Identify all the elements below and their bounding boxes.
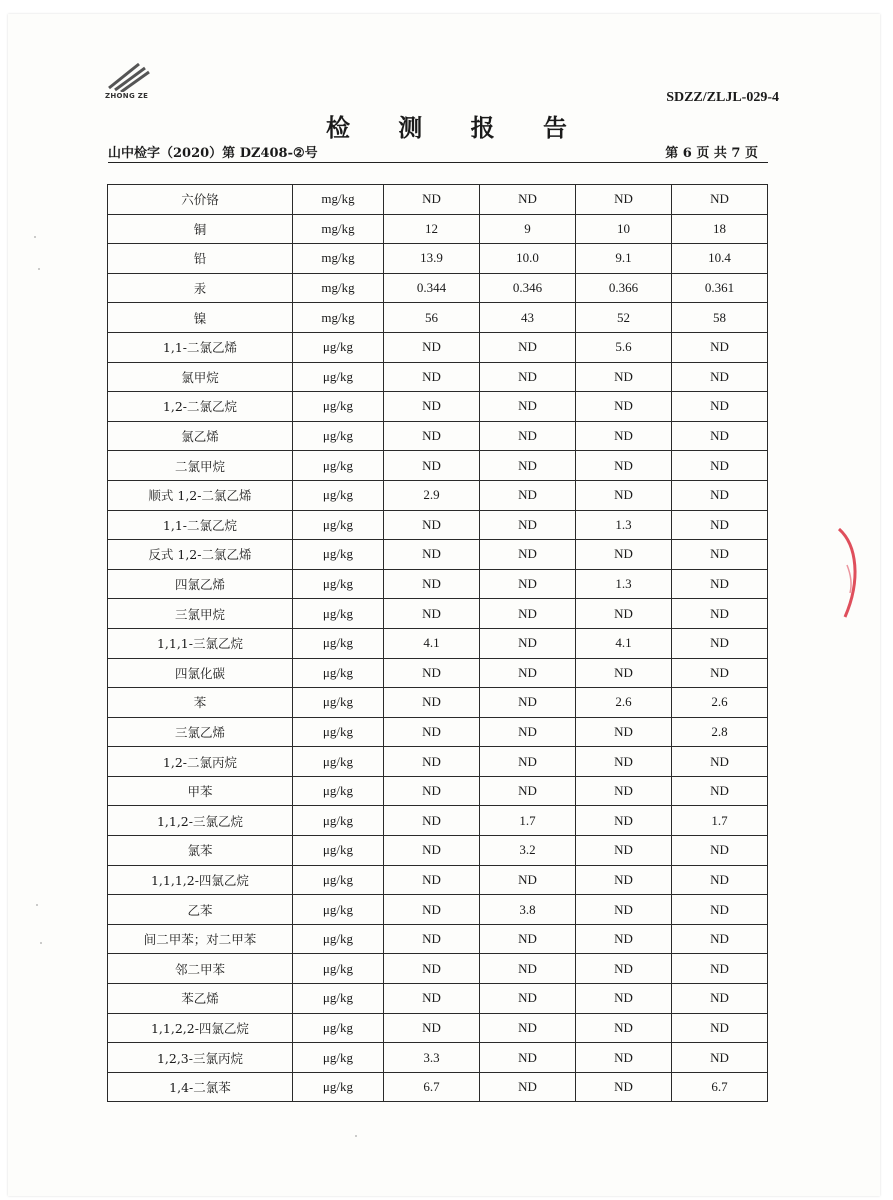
sample-1-value-cell: ND [384, 717, 480, 747]
sample-2-value-cell: 3.8 [480, 895, 576, 925]
red-seal-stamp-icon [835, 525, 865, 620]
analyte-name-cell: 1,2,3-三氯丙烷 [108, 1043, 293, 1073]
table-row [108, 569, 768, 599]
analyte-name-cell: 间二甲苯；对二甲苯 [108, 924, 293, 954]
sample-4-value-cell: 0.361 [671, 273, 767, 303]
sample-1-value-cell: 4.1 [384, 628, 480, 658]
analyte-name-cell: 四氯化碳 [108, 658, 293, 688]
paper-speck [38, 268, 40, 270]
sample-2-value-cell: ND [480, 510, 576, 540]
sample-4-value-cell: ND [671, 451, 767, 481]
sample-4-value-cell: ND [671, 421, 767, 451]
sample-1-value-cell: ND [384, 1013, 480, 1043]
sample-4-value-cell: ND [671, 954, 767, 984]
sample-3-value-cell: ND [576, 776, 672, 806]
results-table [107, 184, 768, 1102]
sample-1-value-cell: ND [384, 569, 480, 599]
unit-cell: μg/kg [292, 806, 383, 836]
table-row [108, 658, 768, 688]
sample-4-value-cell: 6.7 [671, 1072, 767, 1102]
sample-2-value-cell: ND [480, 1013, 576, 1043]
analyte-name-cell: 苯乙烯 [108, 984, 293, 1014]
analyte-name-cell: 1,2-二氯乙烷 [108, 392, 293, 422]
sample-3-value-cell: 10 [576, 214, 672, 244]
sample-3-value-cell: ND [576, 1072, 672, 1102]
sample-2-value-cell: ND [480, 1043, 576, 1073]
table-row [108, 392, 768, 422]
sample-2-value-cell: ND [480, 984, 576, 1014]
sample-4-value-cell: 2.8 [671, 717, 767, 747]
document-code: SDZZ/ZLJL-029-4 [666, 90, 779, 105]
unit-cell: μg/kg [292, 924, 383, 954]
sample-2-value-cell: ND [480, 362, 576, 392]
sample-1-value-cell: ND [384, 776, 480, 806]
analyte-name-cell: 六价铬 [108, 185, 293, 215]
page-indicator: 第 6 页 共 7 页 [665, 146, 758, 161]
analyte-name-cell: 甲苯 [108, 776, 293, 806]
sample-2-value-cell: ND [480, 776, 576, 806]
analyte-name-cell: 三氯乙烯 [108, 717, 293, 747]
sample-2-value-cell: ND [480, 540, 576, 570]
sample-1-value-cell: ND [384, 836, 480, 866]
analyte-name-cell: 氯乙烯 [108, 421, 293, 451]
sample-2-value-cell: 10.0 [480, 244, 576, 274]
table-row [108, 362, 768, 392]
sample-3-value-cell: ND [576, 747, 672, 777]
table-row [108, 895, 768, 925]
sample-3-value-cell: ND [576, 480, 672, 510]
sample-3-value-cell: ND [576, 954, 672, 984]
paper-speck [36, 904, 38, 906]
analyte-name-cell: 1,2-二氯丙烷 [108, 747, 293, 777]
sample-3-value-cell: 1.3 [576, 569, 672, 599]
sample-1-value-cell: ND [384, 895, 480, 925]
company-logo [105, 58, 155, 106]
analyte-name-cell: 反式 1,2-二氯乙烯 [108, 540, 293, 570]
sample-1-value-cell: ND [384, 451, 480, 481]
sample-1-value-cell: 0.344 [384, 273, 480, 303]
sample-1-value-cell: ND [384, 421, 480, 451]
analyte-name-cell: 邻二甲苯 [108, 954, 293, 984]
table-row [108, 836, 768, 866]
unit-cell: μg/kg [292, 362, 383, 392]
sample-1-value-cell: 12 [384, 214, 480, 244]
analyte-name-cell: 顺式 1,2-二氯乙烯 [108, 480, 293, 510]
unit-cell: mg/kg [292, 303, 383, 333]
sample-4-value-cell: ND [671, 332, 767, 362]
unit-cell: μg/kg [292, 421, 383, 451]
table-row [108, 865, 768, 895]
table-row [108, 540, 768, 570]
report-header-row [108, 142, 768, 163]
sample-3-value-cell: ND [576, 658, 672, 688]
sample-1-value-cell: ND [384, 599, 480, 629]
sample-1-value-cell: ND [384, 954, 480, 984]
sample-3-value-cell: ND [576, 1043, 672, 1073]
unit-cell: μg/kg [292, 1013, 383, 1043]
sample-3-value-cell: ND [576, 806, 672, 836]
sample-3-value-cell: ND [576, 717, 672, 747]
sample-3-value-cell: 0.366 [576, 273, 672, 303]
sample-2-value-cell: ND [480, 451, 576, 481]
sample-4-value-cell: 58 [671, 303, 767, 333]
sample-1-value-cell: 2.9 [384, 480, 480, 510]
sample-2-value-cell: ND [480, 421, 576, 451]
analyte-name-cell: 1,1,1,2-四氯乙烷 [108, 865, 293, 895]
sample-2-value-cell: 1.7 [480, 806, 576, 836]
table-row [108, 924, 768, 954]
sample-3-value-cell: ND [576, 836, 672, 866]
sample-3-value-cell: ND [576, 421, 672, 451]
sample-1-value-cell: ND [384, 332, 480, 362]
sample-2-value-cell: 3.2 [480, 836, 576, 866]
sample-3-value-cell: 2.6 [576, 688, 672, 718]
sample-3-value-cell: ND [576, 362, 672, 392]
report-title: 检 测 报 告 [325, 113, 588, 142]
sample-1-value-cell: 13.9 [384, 244, 480, 274]
table-row [108, 510, 768, 540]
sample-3-value-cell: 4.1 [576, 628, 672, 658]
sample-4-value-cell: ND [671, 392, 767, 422]
sample-4-value-cell: ND [671, 480, 767, 510]
analyte-name-cell: 二氯甲烷 [108, 451, 293, 481]
table-row [108, 806, 768, 836]
sample-1-value-cell: 56 [384, 303, 480, 333]
sample-3-value-cell: ND [576, 540, 672, 570]
sample-4-value-cell: 10.4 [671, 244, 767, 274]
unit-cell: μg/kg [292, 658, 383, 688]
sample-2-value-cell: ND [480, 658, 576, 688]
sample-2-value-cell: ND [480, 332, 576, 362]
sample-3-value-cell: ND [576, 895, 672, 925]
sample-4-value-cell: ND [671, 569, 767, 599]
unit-cell: mg/kg [292, 214, 383, 244]
sample-2-value-cell: 9 [480, 214, 576, 244]
sample-4-value-cell: ND [671, 510, 767, 540]
analyte-name-cell: 汞 [108, 273, 293, 303]
sample-4-value-cell: ND [671, 1043, 767, 1073]
sample-2-value-cell: ND [480, 185, 576, 215]
unit-cell: μg/kg [292, 628, 383, 658]
sample-4-value-cell: ND [671, 1013, 767, 1043]
sample-2-value-cell: ND [480, 628, 576, 658]
table-row [108, 451, 768, 481]
analyte-name-cell: 三氯甲烷 [108, 599, 293, 629]
sample-2-value-cell: ND [480, 717, 576, 747]
table-row [108, 954, 768, 984]
sample-1-value-cell: ND [384, 865, 480, 895]
sample-3-value-cell: 9.1 [576, 244, 672, 274]
analyte-name-cell: 1,1-二氯乙烯 [108, 332, 293, 362]
sample-2-value-cell: 0.346 [480, 273, 576, 303]
unit-cell: μg/kg [292, 392, 383, 422]
sample-3-value-cell: 5.6 [576, 332, 672, 362]
table-row [108, 480, 768, 510]
analyte-name-cell: 1,1,2-三氯乙烷 [108, 806, 293, 836]
sample-1-value-cell: ND [384, 185, 480, 215]
analyte-name-cell: 氯甲烷 [108, 362, 293, 392]
sample-2-value-cell: ND [480, 954, 576, 984]
sample-1-value-cell: ND [384, 510, 480, 540]
analyte-name-cell: 1,1-二氯乙烷 [108, 510, 293, 540]
table-row [108, 747, 768, 777]
table-row [108, 273, 768, 303]
table-row [108, 421, 768, 451]
report-number: 山中检字（2020）第 DZ408-②号 [108, 146, 318, 161]
paper-speck [34, 236, 36, 238]
unit-cell: μg/kg [292, 599, 383, 629]
sample-2-value-cell: ND [480, 599, 576, 629]
sample-4-value-cell: ND [671, 776, 767, 806]
analyte-name-cell: 1,1,2,2-四氯乙烷 [108, 1013, 293, 1043]
sample-3-value-cell: ND [576, 984, 672, 1014]
table-row [108, 214, 768, 244]
sample-2-value-cell: ND [480, 924, 576, 954]
sample-3-value-cell: ND [576, 392, 672, 422]
sample-1-value-cell: ND [384, 658, 480, 688]
paper-speck [355, 1135, 357, 1137]
analyte-name-cell: 铜 [108, 214, 293, 244]
sample-3-value-cell: ND [576, 1013, 672, 1043]
sample-4-value-cell: ND [671, 628, 767, 658]
sample-2-value-cell: 43 [480, 303, 576, 333]
table-row [108, 303, 768, 333]
sample-4-value-cell: ND [671, 924, 767, 954]
table-row [108, 244, 768, 274]
sample-1-value-cell: ND [384, 747, 480, 777]
sample-1-value-cell: 6.7 [384, 1072, 480, 1102]
table-row [108, 1043, 768, 1073]
sample-3-value-cell: ND [576, 599, 672, 629]
unit-cell: μg/kg [292, 1072, 383, 1102]
table-row [108, 1013, 768, 1043]
unit-cell: mg/kg [292, 273, 383, 303]
table-row [108, 984, 768, 1014]
table-row [108, 628, 768, 658]
analyte-name-cell: 1,1,1-三氯乙烷 [108, 628, 293, 658]
sample-1-value-cell: ND [384, 392, 480, 422]
logo-text: ZHONG ZE [105, 92, 149, 100]
sample-1-value-cell: 3.3 [384, 1043, 480, 1073]
unit-cell: μg/kg [292, 865, 383, 895]
sample-1-value-cell: ND [384, 540, 480, 570]
unit-cell: μg/kg [292, 1043, 383, 1073]
table-row [108, 332, 768, 362]
sample-2-value-cell: ND [480, 480, 576, 510]
unit-cell: μg/kg [292, 895, 383, 925]
sample-1-value-cell: ND [384, 984, 480, 1014]
analyte-name-cell: 镍 [108, 303, 293, 333]
sample-3-value-cell: ND [576, 865, 672, 895]
sample-4-value-cell: 2.6 [671, 688, 767, 718]
unit-cell: μg/kg [292, 954, 383, 984]
analyte-name-cell: 氯苯 [108, 836, 293, 866]
sample-4-value-cell: ND [671, 747, 767, 777]
table-row [108, 185, 768, 215]
unit-cell: μg/kg [292, 569, 383, 599]
analyte-name-cell: 苯 [108, 688, 293, 718]
unit-cell: μg/kg [292, 747, 383, 777]
unit-cell: μg/kg [292, 776, 383, 806]
sample-4-value-cell: ND [671, 836, 767, 866]
sample-4-value-cell: 18 [671, 214, 767, 244]
sample-2-value-cell: ND [480, 392, 576, 422]
unit-cell: μg/kg [292, 451, 383, 481]
unit-cell: μg/kg [292, 836, 383, 866]
unit-cell: μg/kg [292, 480, 383, 510]
sample-2-value-cell: ND [480, 747, 576, 777]
sample-2-value-cell: ND [480, 1072, 576, 1102]
unit-cell: μg/kg [292, 984, 383, 1014]
sample-4-value-cell: ND [671, 540, 767, 570]
unit-cell: mg/kg [292, 244, 383, 274]
paper-speck [40, 942, 42, 944]
table-row [108, 1072, 768, 1102]
sample-1-value-cell: ND [384, 688, 480, 718]
table-row [108, 776, 768, 806]
unit-cell: μg/kg [292, 510, 383, 540]
analyte-name-cell: 铅 [108, 244, 293, 274]
sample-3-value-cell: ND [576, 185, 672, 215]
sample-2-value-cell: ND [480, 569, 576, 599]
sample-4-value-cell: 1.7 [671, 806, 767, 836]
sample-1-value-cell: ND [384, 924, 480, 954]
table-row [108, 599, 768, 629]
sample-4-value-cell: ND [671, 895, 767, 925]
logo-mark-icon [105, 58, 155, 92]
unit-cell: μg/kg [292, 717, 383, 747]
sample-3-value-cell: 52 [576, 303, 672, 333]
sample-1-value-cell: ND [384, 806, 480, 836]
results-table-body [108, 185, 768, 1102]
sample-2-value-cell: ND [480, 688, 576, 718]
unit-cell: μg/kg [292, 540, 383, 570]
sample-4-value-cell: ND [671, 599, 767, 629]
sample-3-value-cell: 1.3 [576, 510, 672, 540]
analyte-name-cell: 乙苯 [108, 895, 293, 925]
table-row [108, 717, 768, 747]
sample-2-value-cell: ND [480, 865, 576, 895]
unit-cell: μg/kg [292, 332, 383, 362]
unit-cell: μg/kg [292, 688, 383, 718]
sample-4-value-cell: ND [671, 984, 767, 1014]
table-row [108, 688, 768, 718]
sample-4-value-cell: ND [671, 185, 767, 215]
sample-4-value-cell: ND [671, 865, 767, 895]
sample-1-value-cell: ND [384, 362, 480, 392]
sample-3-value-cell: ND [576, 451, 672, 481]
analyte-name-cell: 1,4-二氯苯 [108, 1072, 293, 1102]
analyte-name-cell: 四氯乙烯 [108, 569, 293, 599]
unit-cell: mg/kg [292, 185, 383, 215]
sample-4-value-cell: ND [671, 658, 767, 688]
sample-3-value-cell: ND [576, 924, 672, 954]
sample-4-value-cell: ND [671, 362, 767, 392]
